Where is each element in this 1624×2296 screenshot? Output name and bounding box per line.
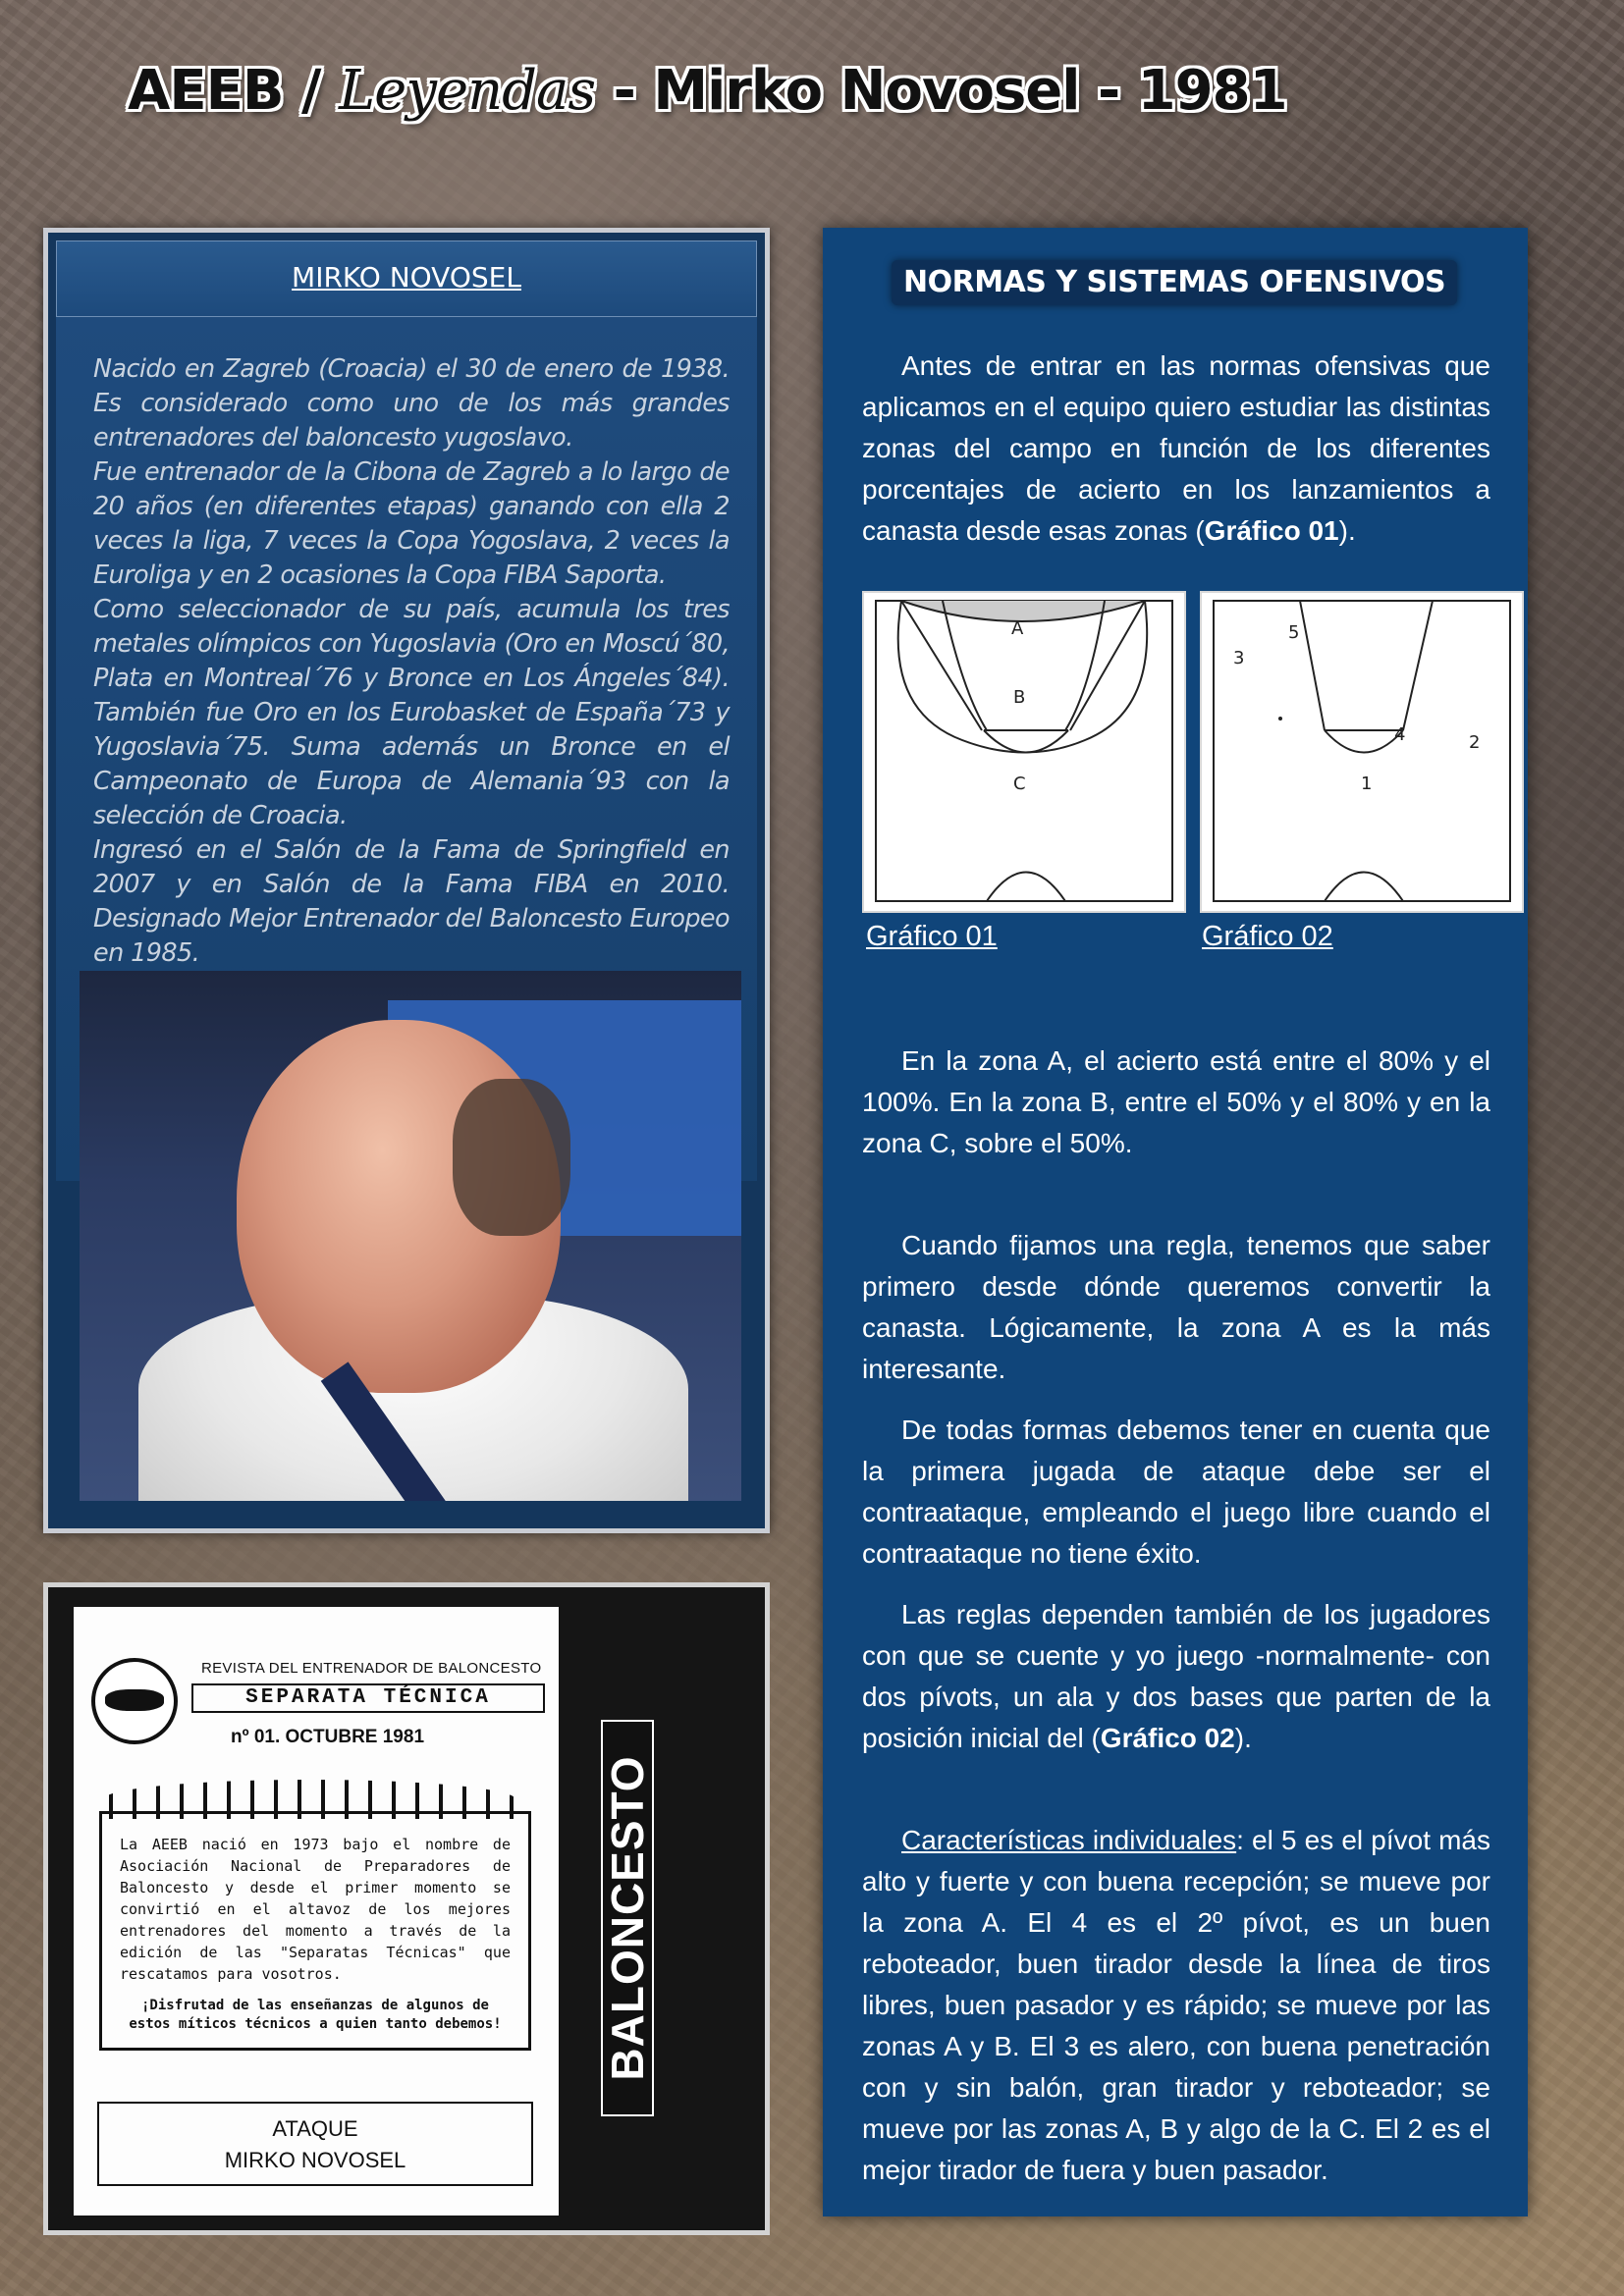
- attack-line2: MIRKO NOVOSEL: [224, 2148, 406, 2172]
- bio-paragraph: Nacido en Zagreb (Croacia) el 30 de enero de 1938. Es considerado como uno de los más grandes entrenadores del baloncesto yugoslavo.: [93, 354, 730, 453]
- intro-end: ).: [1338, 515, 1356, 546]
- counter-text: De todas formas debemos tener en cuenta que la primera jugada de ataque debe ser el contraataque, empleando el juego libre cuando el contraataque no tiene éxito.: [862, 1415, 1490, 1569]
- article-players: [862, 1594, 1490, 1759]
- free-throw-arc: [1325, 730, 1403, 753]
- brand-text: BALONCESTO: [601, 1720, 654, 2116]
- court-outline: [1214, 601, 1510, 901]
- characteristics-text: : el 5 es el pívot más alto y fuerte y con buena recepción; se mueve por la zona A. El 4 es el 2º pívot, es un buen reboteador, buen tirador desde la línea de tiros libres, buen pasador y es rápido; se mueve por las zonas A y B. El 3 es alero, con buena penetración con y sin balón, gran tirador y reboteador; se mueve por las zonas A, B y algo de la C. El 2 es el mejor tirador de fuera y buen pasador.: [862, 1825, 1490, 2185]
- court-outline: [876, 601, 1172, 901]
- ball-dot: [1278, 717, 1282, 721]
- diagram-01-caption: Gráfico 01: [866, 921, 998, 952]
- photo-hair: [453, 1079, 570, 1236]
- zone-label-b: B: [1013, 687, 1026, 708]
- cover-note-text: La AEEB nació en 1973 bajo el nombre de Asociación Nacional de Preparadores de Baloncesto y desde el primer momento se convirtió en el altavoz de los mejores entrenadores del momento a través de la edición de las "Separatas Técnicas" que rescatamos para vosotros.: [120, 1836, 511, 1983]
- player-2-label: 2: [1469, 732, 1481, 753]
- article-rule: [862, 1225, 1490, 1390]
- bio-panel: [43, 228, 770, 1533]
- article-zones: [862, 1041, 1490, 1164]
- cover-issue: nº 01. OCTUBRE 1981: [231, 1727, 425, 1747]
- bio-text: [93, 352, 730, 971]
- bio-header: [56, 240, 757, 317]
- article-intro: [862, 346, 1490, 552]
- center-circle: [987, 873, 1065, 902]
- attack-line1: ATAQUE: [272, 2116, 358, 2141]
- player-3-label: 3: [1233, 648, 1245, 668]
- player-4-label: 4: [1394, 724, 1406, 745]
- article-heading: NORMAS Y SISTEMAS OFENSIVOS: [892, 260, 1457, 305]
- cover-magazine: REVISTA DEL ENTRENADOR DE BALONCESTO: [201, 1660, 542, 1677]
- lane-lines: [1300, 601, 1433, 730]
- cover-paper: [74, 1607, 559, 2216]
- cover-note-bold: ¡Disfrutad de las enseñanzas de algunos de estos míticos técnicos a quien tanto debemos!: [129, 1998, 502, 2032]
- article-counter: [862, 1410, 1490, 1575]
- bio-paragraph: Como seleccionador de su país, acumula los tres metales olímpicos con Yugoslavia (Oro en Moscú´80, Plata en Montreal´76 y Bronce en Los Ángeles´84). También fue Oro en los Eurobasket de España´73 y Yugoslavia´75. Suma además un Bronce en el Campeonato de Europa de Alemania´93 con la selección de Croacia.: [93, 595, 730, 830]
- title-prefix: AEEB /: [128, 59, 339, 123]
- cover-separata: SEPARATA TÉCNICA: [191, 1683, 545, 1713]
- bio-heading: MIRKO NOVOSEL: [292, 261, 521, 294]
- center-circle: [1325, 873, 1403, 902]
- zones-text: En la zona A, el acierto está entre el 80% y el 100%. En la zona B, entre el 50% y el 80% y en la zona C, sobre el 50%.: [862, 1045, 1490, 1158]
- title-suffix: - Mirko Novosel - 1981: [595, 59, 1287, 123]
- court-diagram-02: [1202, 593, 1522, 911]
- article-panel: [823, 228, 1528, 2216]
- diagram-02: [1200, 591, 1524, 913]
- players-text: Las reglas dependen también de los jugadores con que se cuente y yo juego -normalmente- con dos pívots, un ala y dos bases que parten de la posición inicial del (: [862, 1599, 1490, 1753]
- player-1-label: 1: [1361, 774, 1373, 794]
- article-characteristics: [862, 1820, 1490, 2191]
- zone-label-c: C: [1013, 774, 1026, 794]
- player-5-label: 5: [1288, 622, 1300, 643]
- zone-label-a: A: [1011, 618, 1024, 639]
- association-seal-icon: [91, 1658, 178, 1744]
- cover-note: [99, 1811, 531, 2051]
- coach-photo: [80, 971, 741, 1501]
- characteristics-label: Características individuales: [901, 1825, 1237, 1855]
- intro-ref: Gráfico 01: [1204, 515, 1339, 546]
- intro-text: Antes de entrar en las normas ofensivas que aplicamos en el equipo quiero estudiar las distintas zonas del campo en función de los diferentes porcentajes de acierto en los lanzamientos a canasta desde esas zonas (: [862, 350, 1490, 546]
- bio-paragraph: Fue entrenador de la Cibona de Zagreb a lo largo de 20 años (en diferentes etapas) ganando con ella 2 veces la liga, 7 veces la Copa Yogoslava, 2 veces la Euroliga y en 2 ocasiones la Copa FIBA Saporta.: [93, 457, 730, 590]
- page-title: [128, 59, 1502, 137]
- bio-paragraph: Ingresó en el Salón de la Fama de Springfield en 2007 y en Salón de la Fama FIBA en 2010. Designado Mejor Entrenador del Baloncesto Europeo en 1985.: [93, 835, 730, 968]
- attack-box: [97, 2102, 533, 2186]
- players-end: ).: [1234, 1723, 1252, 1753]
- rule-text: Cuando fijamos una regla, tenemos que saber primero desde dónde queremos convertir la canasta. Lógicamente, la zona A es la más interesante.: [862, 1230, 1490, 1384]
- diagram-01: [862, 591, 1186, 913]
- players-ref: Gráfico 02: [1100, 1723, 1235, 1753]
- court-diagram-01: [864, 593, 1184, 911]
- title-script: Leyendas: [338, 59, 596, 123]
- cover-panel: [43, 1582, 770, 2235]
- diagram-02-caption: Gráfico 02: [1202, 921, 1333, 952]
- vertical-brand: [596, 1715, 653, 2117]
